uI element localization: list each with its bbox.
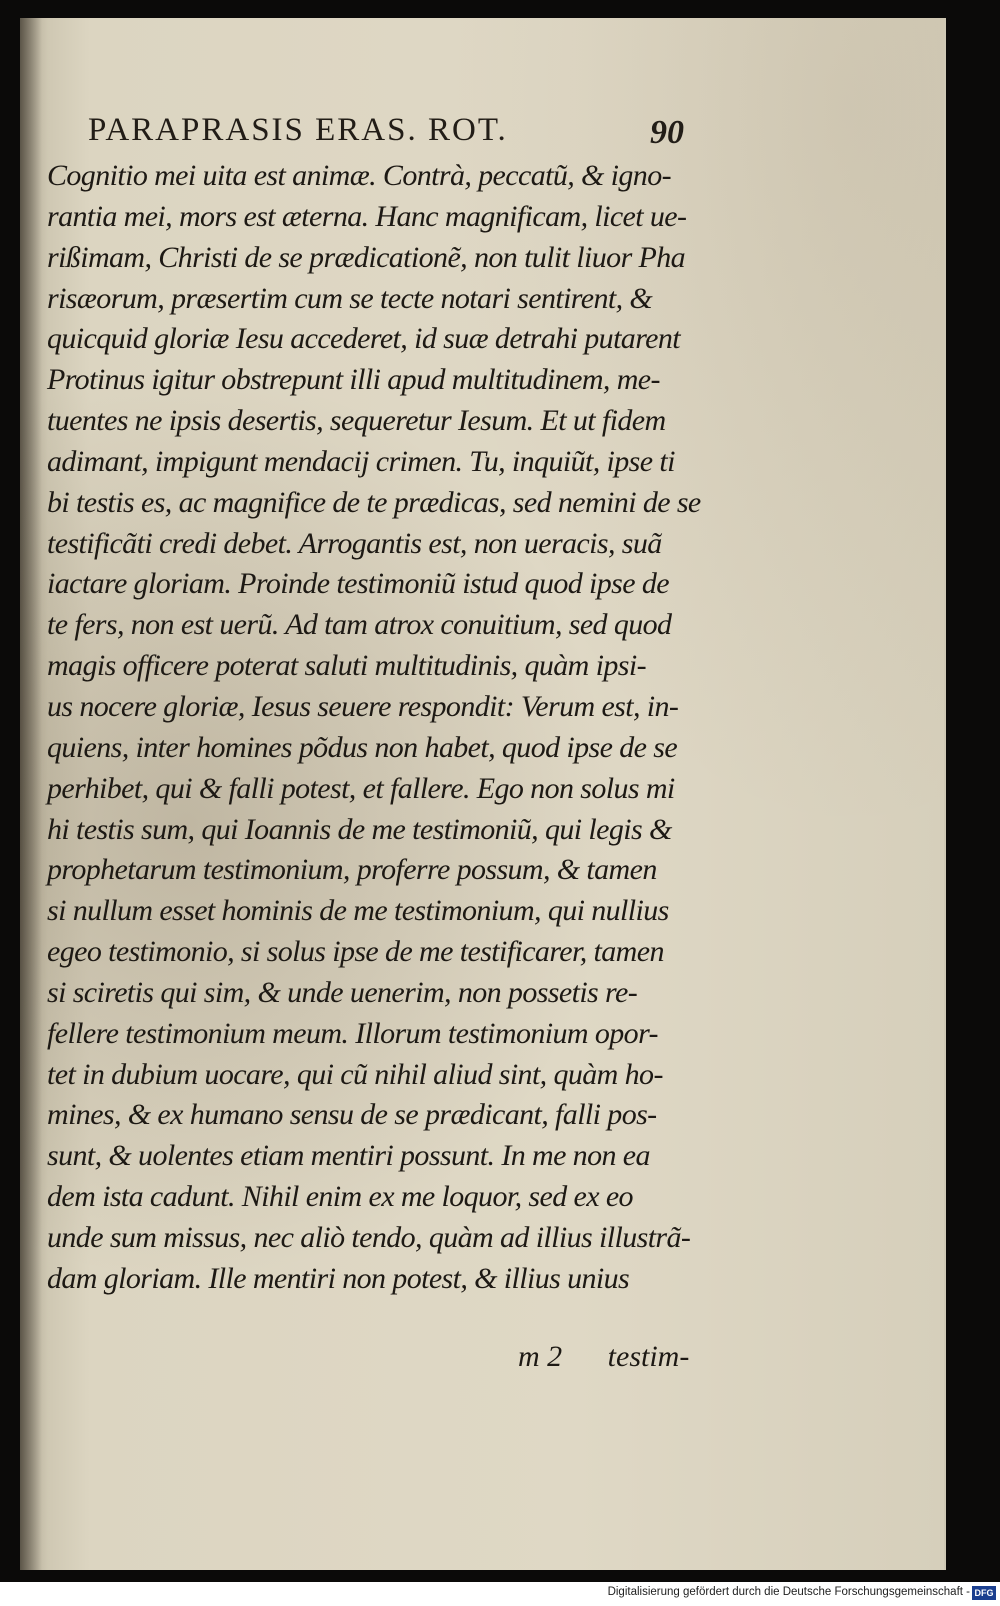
- footer-credit: Digitalisierung gefördert durch die Deutsche Forschungsgemeinschaft -: [607, 1586, 970, 1598]
- text-line: dam gloriam. Ille mentiri non potest, & illius unius: [47, 1261, 630, 1295]
- text-line: quiens, inter homines põdus non habet, quod ipse de se: [47, 730, 678, 764]
- text-line: egeo testimonio, si solus ipse de me testificarer, tamen: [47, 935, 664, 969]
- text-line: tet in dubium uocare, qui cũ nihil aliud sint, quàm ho-: [47, 1057, 663, 1091]
- folio-number: 90: [650, 114, 684, 151]
- text-line: iactare gloriam. Proinde testimoniũ istud quod ipse de: [47, 567, 669, 601]
- text-line: si nullum esset hominis de me testimonium, qui nullius: [47, 894, 669, 928]
- text-line: sunt, & uolentes etiam mentiri possunt. In me non ea: [47, 1139, 650, 1173]
- text-line: si sciretis qui sim, & unde uenerim, non possetis re-: [47, 975, 638, 1009]
- signature-mark: m 2: [518, 1340, 563, 1373]
- text-line: risæorum, præsertim cum se tecte notari sentirent, &: [47, 281, 653, 315]
- text-line: unde sum missus, nec aliò tendo, quàm ad illius illustrã-: [47, 1220, 691, 1254]
- text-line: tuentes ne ipsis desertis, sequeretur Iesum. Et ut fidem: [47, 404, 666, 438]
- text-line: rantia mei, mors est æterna. Hanc magnificam, licet ue-: [47, 199, 687, 233]
- catchword: testim-: [607, 1340, 690, 1373]
- text-line: quicquid gloriæ Iesu accederet, id suæ detrahi putarent: [47, 322, 681, 356]
- text-line: dem ista cadunt. Nihil enim ex me loquor, sed ex eo: [47, 1180, 633, 1214]
- text-line: prophetarum testimonium, proferre possum, & tamen: [47, 853, 657, 887]
- footer-bar: [0, 1582, 1000, 1606]
- text-line: mines, & ex humano sensu de se prædicant, falli pos-: [47, 1098, 657, 1132]
- text-line: hi testis sum, qui Ioannis de me testimoniũ, qui legis &: [47, 812, 672, 846]
- text-line: rißimam, Christi de se prædicationẽ, non tulit liuor Pha: [47, 240, 686, 274]
- text-line: perhibet, qui & falli potest, et fallere. Ego non solus mi: [47, 771, 675, 805]
- text-line: testificãti credi debet. Arrogantis est, non ueracis, suã: [47, 526, 662, 560]
- gutter-shadow: [20, 18, 42, 1570]
- text-line: fellere testimonium meum. Illorum testimonium opor-: [47, 1016, 658, 1050]
- text-line: us nocere gloriæ, Iesus seuere respondit: Verum est, in-: [47, 689, 679, 723]
- running-head: PARAPRASIS ERAS. ROT.: [88, 112, 508, 148]
- text-line: adimant, impigunt mendacij crimen. Tu, inquiũt, ipse ti: [47, 444, 675, 478]
- text-line: bi testis es, ac magnifice de te prædicas, sed nemini de se: [47, 485, 701, 519]
- signature-line: [518, 1340, 718, 1380]
- text-line: magis officere poterat saluti multitudinis, quàm ipsi-: [47, 649, 646, 683]
- dfg-logo: DFG: [972, 1586, 996, 1600]
- text-line: te fers, non est uerũ. Ad tam atrox conuitium, sed quod: [47, 608, 672, 642]
- text-line: Protinus igitur obstrepunt illi apud multitudinem, me-: [47, 363, 660, 397]
- text-line: Cognitio mei uita est animæ. Contrà, peccatũ, & igno-: [47, 159, 671, 192]
- body-text: [47, 156, 727, 1300]
